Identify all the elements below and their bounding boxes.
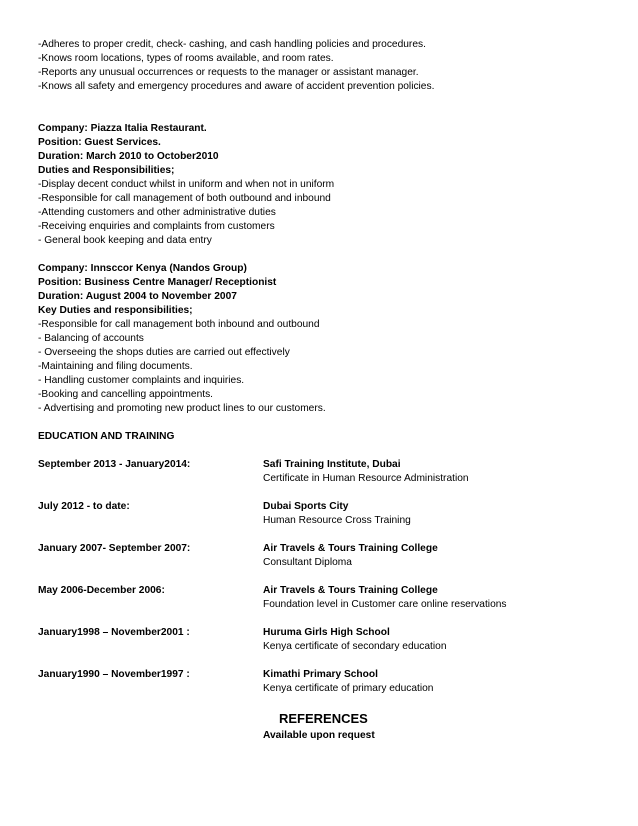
education-date: January1998 – November2001 :	[38, 627, 190, 638]
duties-title: Key Duties and responsibilities;	[38, 305, 193, 316]
references-title: REFERENCES	[279, 711, 368, 726]
education-date: January1990 – November1997 :	[38, 669, 190, 680]
qualification: Consultant Diploma	[263, 557, 352, 568]
education-institution-block	[263, 584, 507, 612]
qualification: Kenya certificate of secondary education	[263, 641, 447, 652]
education-heading: EDUCATION AND TRAINING	[38, 431, 175, 442]
institution-name: Kimathi Primary School	[263, 669, 378, 680]
education-entry	[38, 458, 618, 500]
position-value: : Guest Services.	[78, 137, 161, 148]
education-institution-block	[263, 458, 469, 486]
education-list	[38, 458, 618, 710]
duty-line: -Reports any unusual occurrences or requests to the manager or assistant manager.	[38, 67, 419, 78]
education-institution-block	[263, 668, 433, 696]
education-institution-block	[263, 542, 438, 570]
institution-name: Dubai Sports City	[263, 501, 349, 512]
education-date: July 2012 - to date:	[38, 501, 130, 512]
qualification: Foundation level in Customer care online reservations	[263, 599, 507, 610]
education-institution-block	[263, 626, 447, 654]
position-line	[38, 136, 618, 150]
duty-line: -Knows room locations, types of rooms available, and room rates.	[38, 53, 334, 64]
intro-duties	[38, 38, 618, 94]
duty-line: -Responsible for call management of both outbound and inbound	[38, 193, 331, 204]
duties-title: Duties and Responsibilities;	[38, 165, 175, 176]
duty-line: -Attending customers and other administrative duties	[38, 207, 276, 218]
position-line: Position: Business Centre Manager/ Receptionist	[38, 277, 277, 288]
duty-line: -Receiving enquiries and complaints from customers	[38, 221, 275, 232]
duty-line: - Overseeing the shops duties are carried out effectively	[38, 347, 290, 358]
duration-line: Duration: August 2004 to November 2007	[38, 291, 237, 302]
company-name: Company: Innsccor Kenya (Nandos Group)	[38, 263, 247, 274]
duty-line: -Adheres to proper credit, check- cashing, and cash handling policies and procedures.	[38, 39, 426, 50]
education-entry	[38, 500, 618, 542]
company-name: Company: Piazza Italia Restaurant.	[38, 123, 207, 134]
education-date: May 2006-December 2006:	[38, 585, 165, 596]
duty-line: - General book keeping and data entry	[38, 235, 212, 246]
education-entry	[38, 668, 618, 710]
duty-line: - Balancing of accounts	[38, 333, 144, 344]
education-date: September 2013 - January2014:	[38, 459, 191, 470]
position-label: Position	[38, 137, 79, 148]
institution-name: Huruma Girls High School	[263, 627, 390, 638]
duty-line: -Maintaining and filing documents.	[38, 361, 193, 372]
qualification: Human Resource Cross Training	[263, 515, 411, 526]
duty-line: -Booking and cancelling appointments.	[38, 389, 213, 400]
duty-line: - Handling customer complaints and inquiries.	[38, 375, 245, 386]
duration-line: Duration: March 2010 to October2010	[38, 151, 219, 162]
resume-page	[38, 38, 618, 750]
institution-name: Air Travels & Tours Training College	[263, 543, 438, 554]
duty-line: -Knows all safety and emergency procedures and aware of accident prevention policies.	[38, 81, 435, 92]
education-entry	[38, 584, 618, 626]
institution-name: Safi Training Institute, Dubai	[263, 459, 401, 470]
education-date: January 2007- September 2007:	[38, 543, 191, 554]
references-note: Available upon request	[263, 730, 375, 741]
job-innsccor-kenya	[38, 262, 618, 416]
duty-line: -Display decent conduct whilst in uniform and when not in uniform	[38, 179, 335, 190]
education-institution-block	[263, 500, 411, 528]
duty-line: - Advertising and promoting new product lines to our customers.	[38, 403, 326, 414]
education-entry	[38, 542, 618, 584]
institution-name: Air Travels & Tours Training College	[263, 585, 438, 596]
duty-line: -Responsible for call management both inbound and outbound	[38, 319, 320, 330]
qualification: Kenya certificate of primary education	[263, 683, 434, 694]
references-section	[38, 710, 618, 750]
job-piazza-italia	[38, 122, 618, 248]
education-entry	[38, 626, 618, 668]
qualification: Certificate in Human Resource Administration	[263, 473, 469, 484]
